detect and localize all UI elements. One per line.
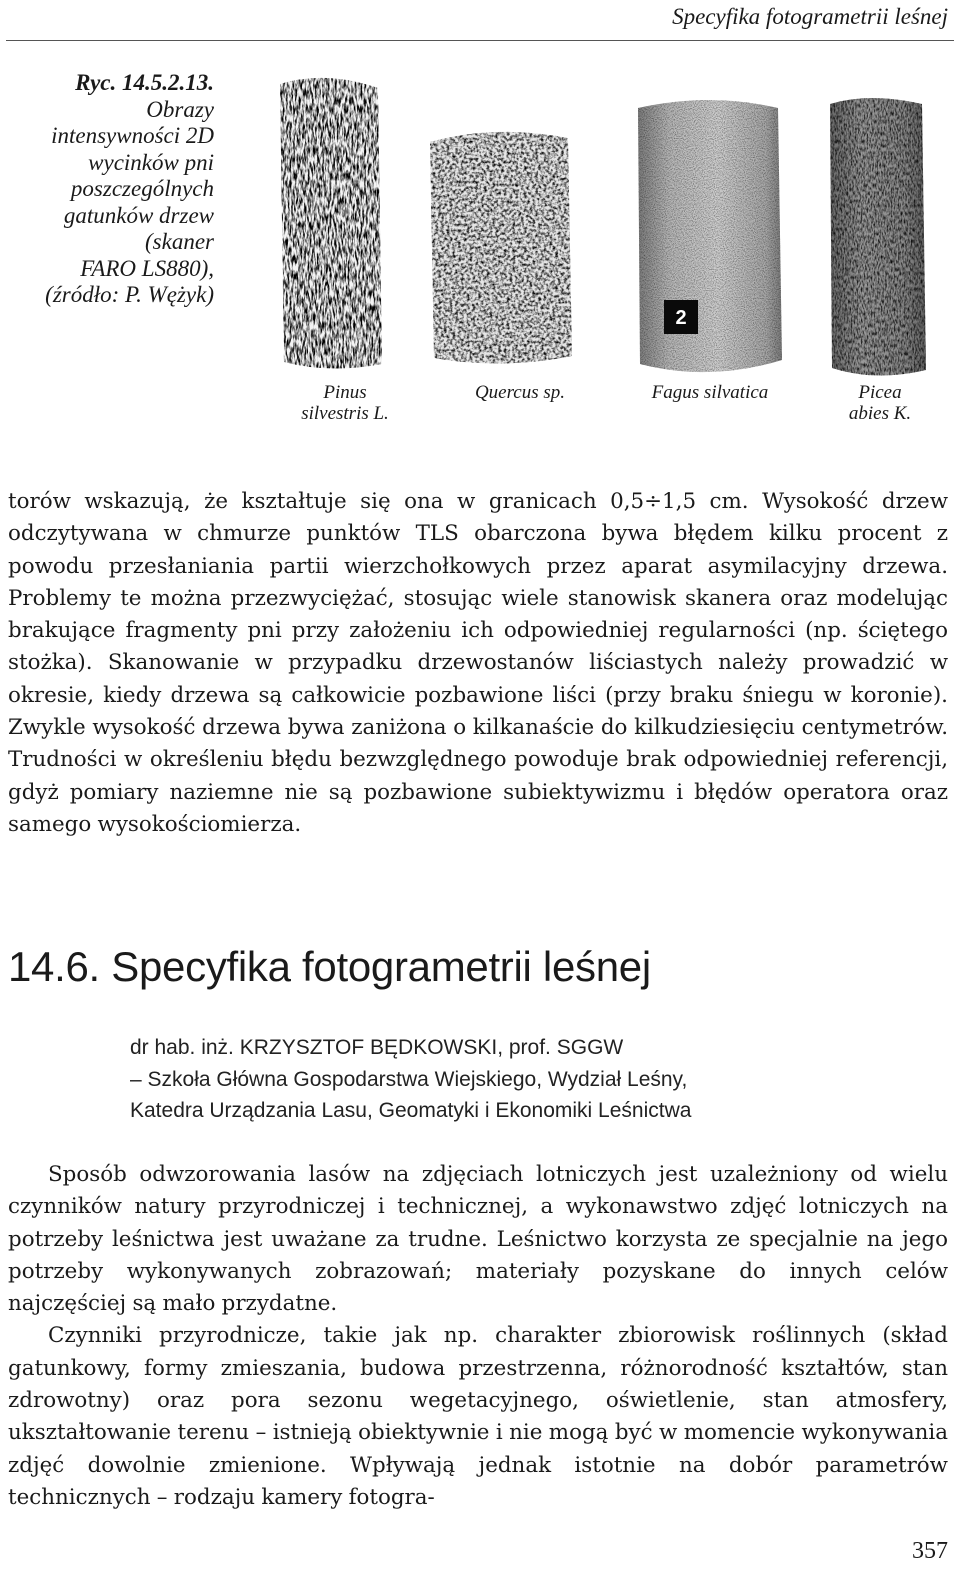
running-head: Specyfika fotogrametrii leśnej bbox=[672, 4, 948, 29]
caption-line: (źródło: P. Wężyk) bbox=[45, 282, 214, 307]
picea-bark-image bbox=[820, 84, 940, 394]
species-label-pinus: Pinus silvestris L. bbox=[301, 382, 389, 424]
bark-intensity-figure bbox=[270, 64, 960, 444]
fagus-bark-image bbox=[630, 84, 790, 394]
caption-line: intensywności 2D bbox=[51, 123, 214, 148]
header-rule bbox=[6, 40, 954, 41]
pinus-bark-image bbox=[270, 64, 400, 384]
caption-line: wycinków pni bbox=[88, 149, 214, 175]
caption-line: gatunków drzew bbox=[63, 202, 214, 228]
quercus-bark-image bbox=[420, 114, 580, 384]
caption-line: poszczególnych bbox=[70, 176, 214, 201]
caption-number: Ryc. 14.5.2.13. bbox=[75, 70, 214, 95]
body-paragraph-2: Sposób odwzorowania lasów na zdjęciach lotniczych jest uzależniony od wielu czynników natury przyrodniczej i technicznej, a wykonawstwo zdjęć lotniczych na potrzeby leśnictwa jest uważane za trudne. Leśnictwo korzysta ze specjalnie na jego potrzeby wykonywanych zobrazowań; materiały pozyskane do innych celów najczęściej są mało przydatne. bbox=[8, 1162, 948, 1317]
tree-number-label: 2 bbox=[675, 307, 687, 329]
body-paragraphs-2-3 bbox=[8, 1159, 948, 1514]
caption-line: (skaner bbox=[145, 229, 214, 254]
page-number: 357 bbox=[912, 1538, 948, 1564]
species-label-picea: Picea abies K. bbox=[848, 382, 912, 424]
section-title: 14.6. Specyfika fotogrametrii leśnej bbox=[8, 943, 651, 990]
author-name: dr hab. inż. KRZYSZTOF BĘDKOWSKI, prof. SGGW bbox=[130, 1036, 624, 1059]
body-paragraph-3: Czynniki przyrodnicze, takie jak np. charakter zbiorowisk roślinnych (skład gatunkowy, formy zmieszania, budowa przestrzenna, różnorodność kształtów, stan zdrowotny) oraz pora sezonu wegetacyjnego, oświetlenie, stan atmosfery, ukształtowanie terenu – istnieją obiektywnie i nie mogą być w momencie wykonywania zdjęć dowolnie zmienione. Wpływają jednak istotnie na dobór parametrów technicznych – rodzaju kamery fotogra- bbox=[8, 1323, 948, 1510]
author-block bbox=[130, 1032, 691, 1127]
figure-caption bbox=[8, 70, 214, 309]
species-label-quercus: Quercus sp. bbox=[474, 382, 566, 403]
caption-line: FARO LS880), bbox=[80, 255, 214, 281]
species-label-fagus: Fagus silvatica bbox=[651, 382, 769, 403]
body-paragraph-1: torów wskazują, że kształtuje się ona w granicach 0,5÷1,5 cm. Wysokość drzew odczytywana w chmurze punktów TLS obarczona bywa błędem kilku procent z powodu przesłaniania partii wierzchołkowych przez aparat asymilacyjny drzewa. Problemy te można przezwyciężać, stosując wiele stanowisk skanera oraz modelując brakujące fragmenty pni przy założeniu ich odpowiedniej regularności (np. ściętego stożka). Skanowanie w przypadku drzewostanów liściastych należy prowadzić w okresie, kiedy drzewa są całkowicie pozbawione liści (przy braku śniegu w koronie). Zwykle wysokość drzewa bywa zaniżona o kilkanaście do kilkudziesięciu centymetrów. Trudności w określeniu błędu bezwzględnego powoduje brak odpowiedniej referencji, gdyż pomiary naziemne nie są pozbawione subiektywizmu i błędów operatora oraz samego wysokościomierza. bbox=[8, 489, 948, 837]
caption-line: Obrazy bbox=[146, 96, 214, 122]
author-department: Katedra Urządzania Lasu, Geomatyki i Ekonomiki Leśnictwa bbox=[130, 1099, 692, 1122]
author-affiliation: – Szkoła Główna Gospodarstwa Wiejskiego, Wydział Leśny, bbox=[130, 1067, 688, 1091]
